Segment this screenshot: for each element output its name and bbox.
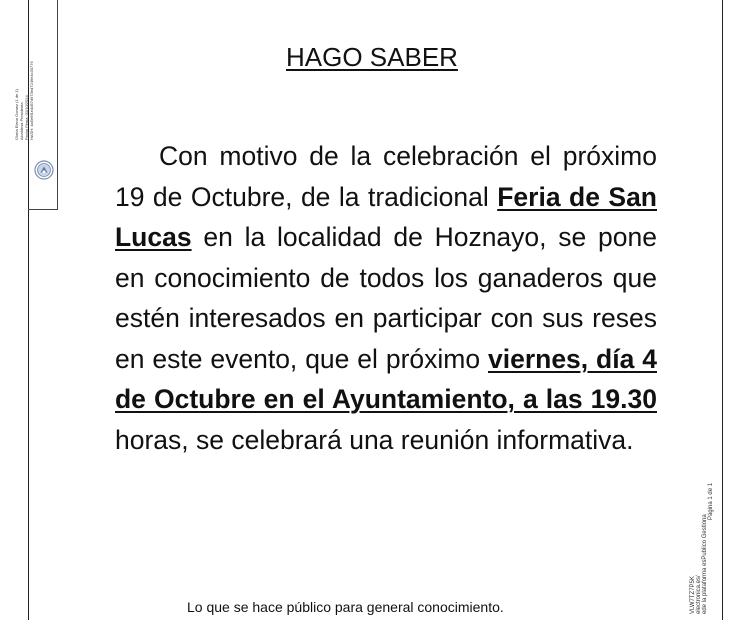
right-margin-rule bbox=[722, 0, 723, 620]
meeting-date: viernes, día 4 de Octubre en el Ayuntamiento, a las 19.30 bbox=[115, 343, 657, 414]
signature-line: Alcaldesa Presidenta bbox=[19, 102, 24, 140]
announcement-paragraph bbox=[115, 136, 657, 460]
paragraph-text: Con motivo de la celebración el próximo 19 de Octubre, de la tradicional bbox=[115, 141, 657, 212]
paragraph-text: en la localidad de Hoznayo, se pone en conocimiento de todos los ganaderos que estén interesados en participar con sus reses en este evento, que el próximo bbox=[115, 222, 657, 374]
signature-stamp-text bbox=[14, 0, 34, 140]
signature-line: Gloria Elena Gomez (1 de 1) bbox=[14, 89, 19, 140]
footer-line: electronica.es/ bbox=[696, 575, 702, 614]
page-number: Página 1 de 1 bbox=[708, 482, 714, 520]
municipal-seal-icon bbox=[34, 160, 54, 180]
event-name: Feria de San Lucas bbox=[115, 181, 657, 252]
signature-line: Fecha Firma: 01/10/2024 bbox=[24, 95, 29, 140]
footer-line: ede la plataforma esPublico Gestiona bbox=[702, 514, 708, 614]
signature-line: HASH: 4a5e6f1e4d57d973ed7246e4c30776 bbox=[29, 61, 34, 140]
document-title: HAGO SABER bbox=[286, 42, 458, 72]
footer-line: VLW7TZ7P5K bbox=[690, 576, 696, 614]
paragraph-text: horas, se celebrará una reunión informativa. bbox=[115, 424, 634, 455]
verification-footer bbox=[690, 414, 708, 614]
closing-statement: Lo que se hace público para general conocimiento. bbox=[187, 599, 504, 615]
